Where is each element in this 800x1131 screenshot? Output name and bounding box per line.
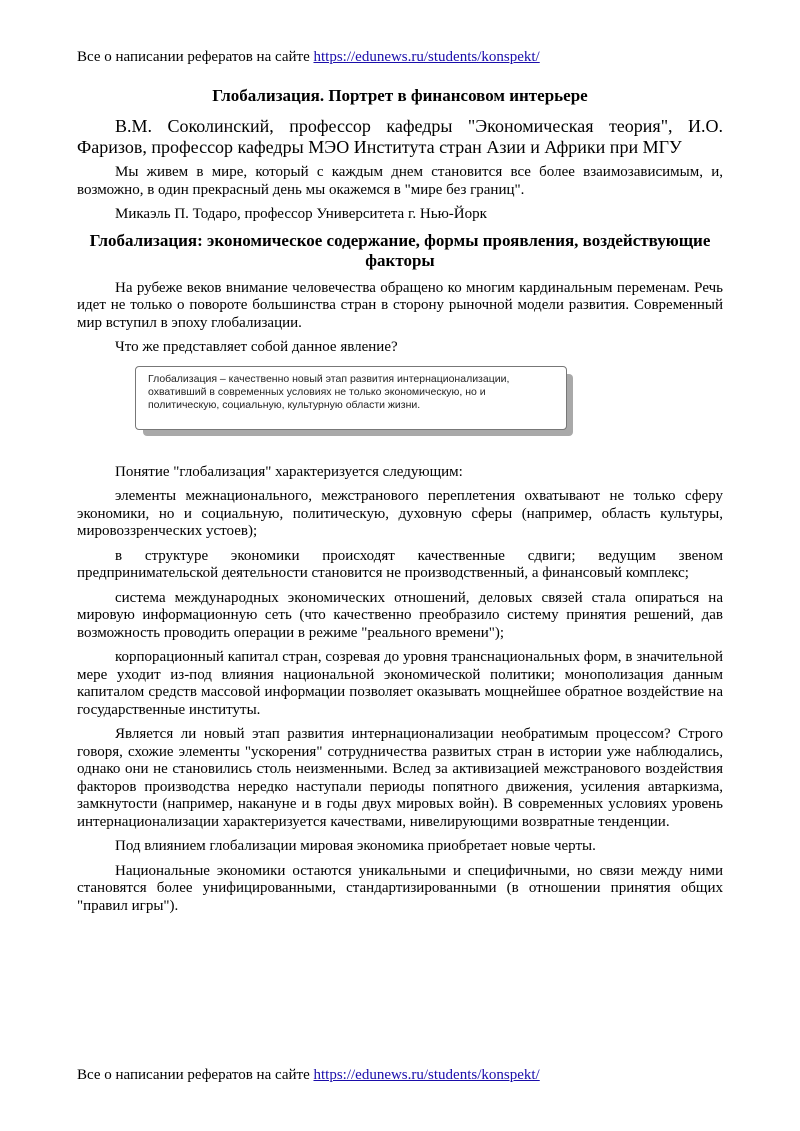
list-item: элементы межнационального, межстранового переплетения охватывают не только сферу экономики, но и социальную, политическую, духовную сферы (например, область культуры, мировоззренческих устоев); (77, 488, 723, 539)
footer-link[interactable]: https://edunews.ru/students/konspekt/ (313, 1067, 540, 1083)
section-title: Глобализация: экономическое содержание, формы проявления, воздействующие факторы (89, 230, 711, 270)
header-link[interactable]: https://edunews.ru/students/konspekt/ (313, 49, 540, 65)
list-item: в структуре экономики происходят качественные сдвиги; ведущим звеном предпринимательской деятельности становится не производственный, а финансовый комплекс; (77, 547, 723, 581)
paragraph: Является ли новый этап развития интернационализации необратимым процессом? Строго говоря, схожие элементы "ускорения" сотрудничества развитых стран в истории уже наблюдались, однако они не становились столь неизменными. Вслед за активизацией межстранового воздействия факторов производства нередко наступали периоды попятного движения, усиления автаркизма, замкнутости (например, накануне и в годы двух мировых войн). В современных условиях уровень интернационализации характеризуется качествами, нивелирующими возвратные тенденции. (77, 726, 723, 830)
main-content (77, 86, 723, 922)
paragraph: Что же представляет собой данное явление? (115, 339, 398, 355)
footer-text: Все о написании рефератов на сайте (77, 1067, 314, 1083)
epigraph-attribution: Микаэль П. Тодаро, профессор Университета г. Нью-Йорк (115, 206, 487, 222)
epigraph-quote: Мы живем в мире, который с каждым днем становится все более взаимозависимым, и, возможно, в один прекрасный день мы окажемся в "мире без границ". (77, 164, 723, 198)
definition-callout (135, 366, 565, 428)
authors: В.М. Соколинский, профессор кафедры "Экономическая теория", И.О. Фаризов, профессор кафедры МЭО Института стран Азии и Африки при МГУ (77, 116, 723, 157)
paragraph: Национальные экономики остаются уникальными и специфичными, но связи между ними становятся более унифицированными, стандартизированными (в отношении принятия общих "правил игры"). (77, 862, 723, 914)
definition-text: Глобализация – качественно новый этап развития интернационализации, охвативший в современных условиях не только экономическую, но и политическую, социальную, культурную области жизни. (135, 366, 567, 430)
paragraph: Понятие "глобализация" характеризуется следующим: (115, 463, 463, 480)
list-item: корпорационный капитал стран, созревая до уровня транснациональных форм, в значительной мере уходит из-под влияния национальной экономической политики; монополизация данным капиталом средств массовой информации позволяет оказывать мощнейшее обратное воздействие на государственные институты. (77, 649, 723, 718)
document-title: Глобализация. Портрет в финансовом интерьере (212, 86, 588, 105)
footer-line (77, 1066, 540, 1084)
paragraph: На рубеже веков внимание человечества обращено ко многим кардинальным переменам. Речь идет не только о повороте большинства стран в сторону рыночной модели развития. Современный мир вступил в эпоху глобализации. (77, 279, 723, 331)
paragraph: Под влиянием глобализации мировая экономика приобретает новые черты. (115, 838, 596, 854)
header-line (77, 48, 540, 66)
header-text: Все о написании рефератов на сайте (77, 49, 314, 65)
list-item: система международных экономических отношений, деловых связей стала опираться на мировую информационную сеть (что качественно преобразило систему принятия решений, дав возможность проводить операции в режиме "реального времени"); (77, 589, 723, 641)
